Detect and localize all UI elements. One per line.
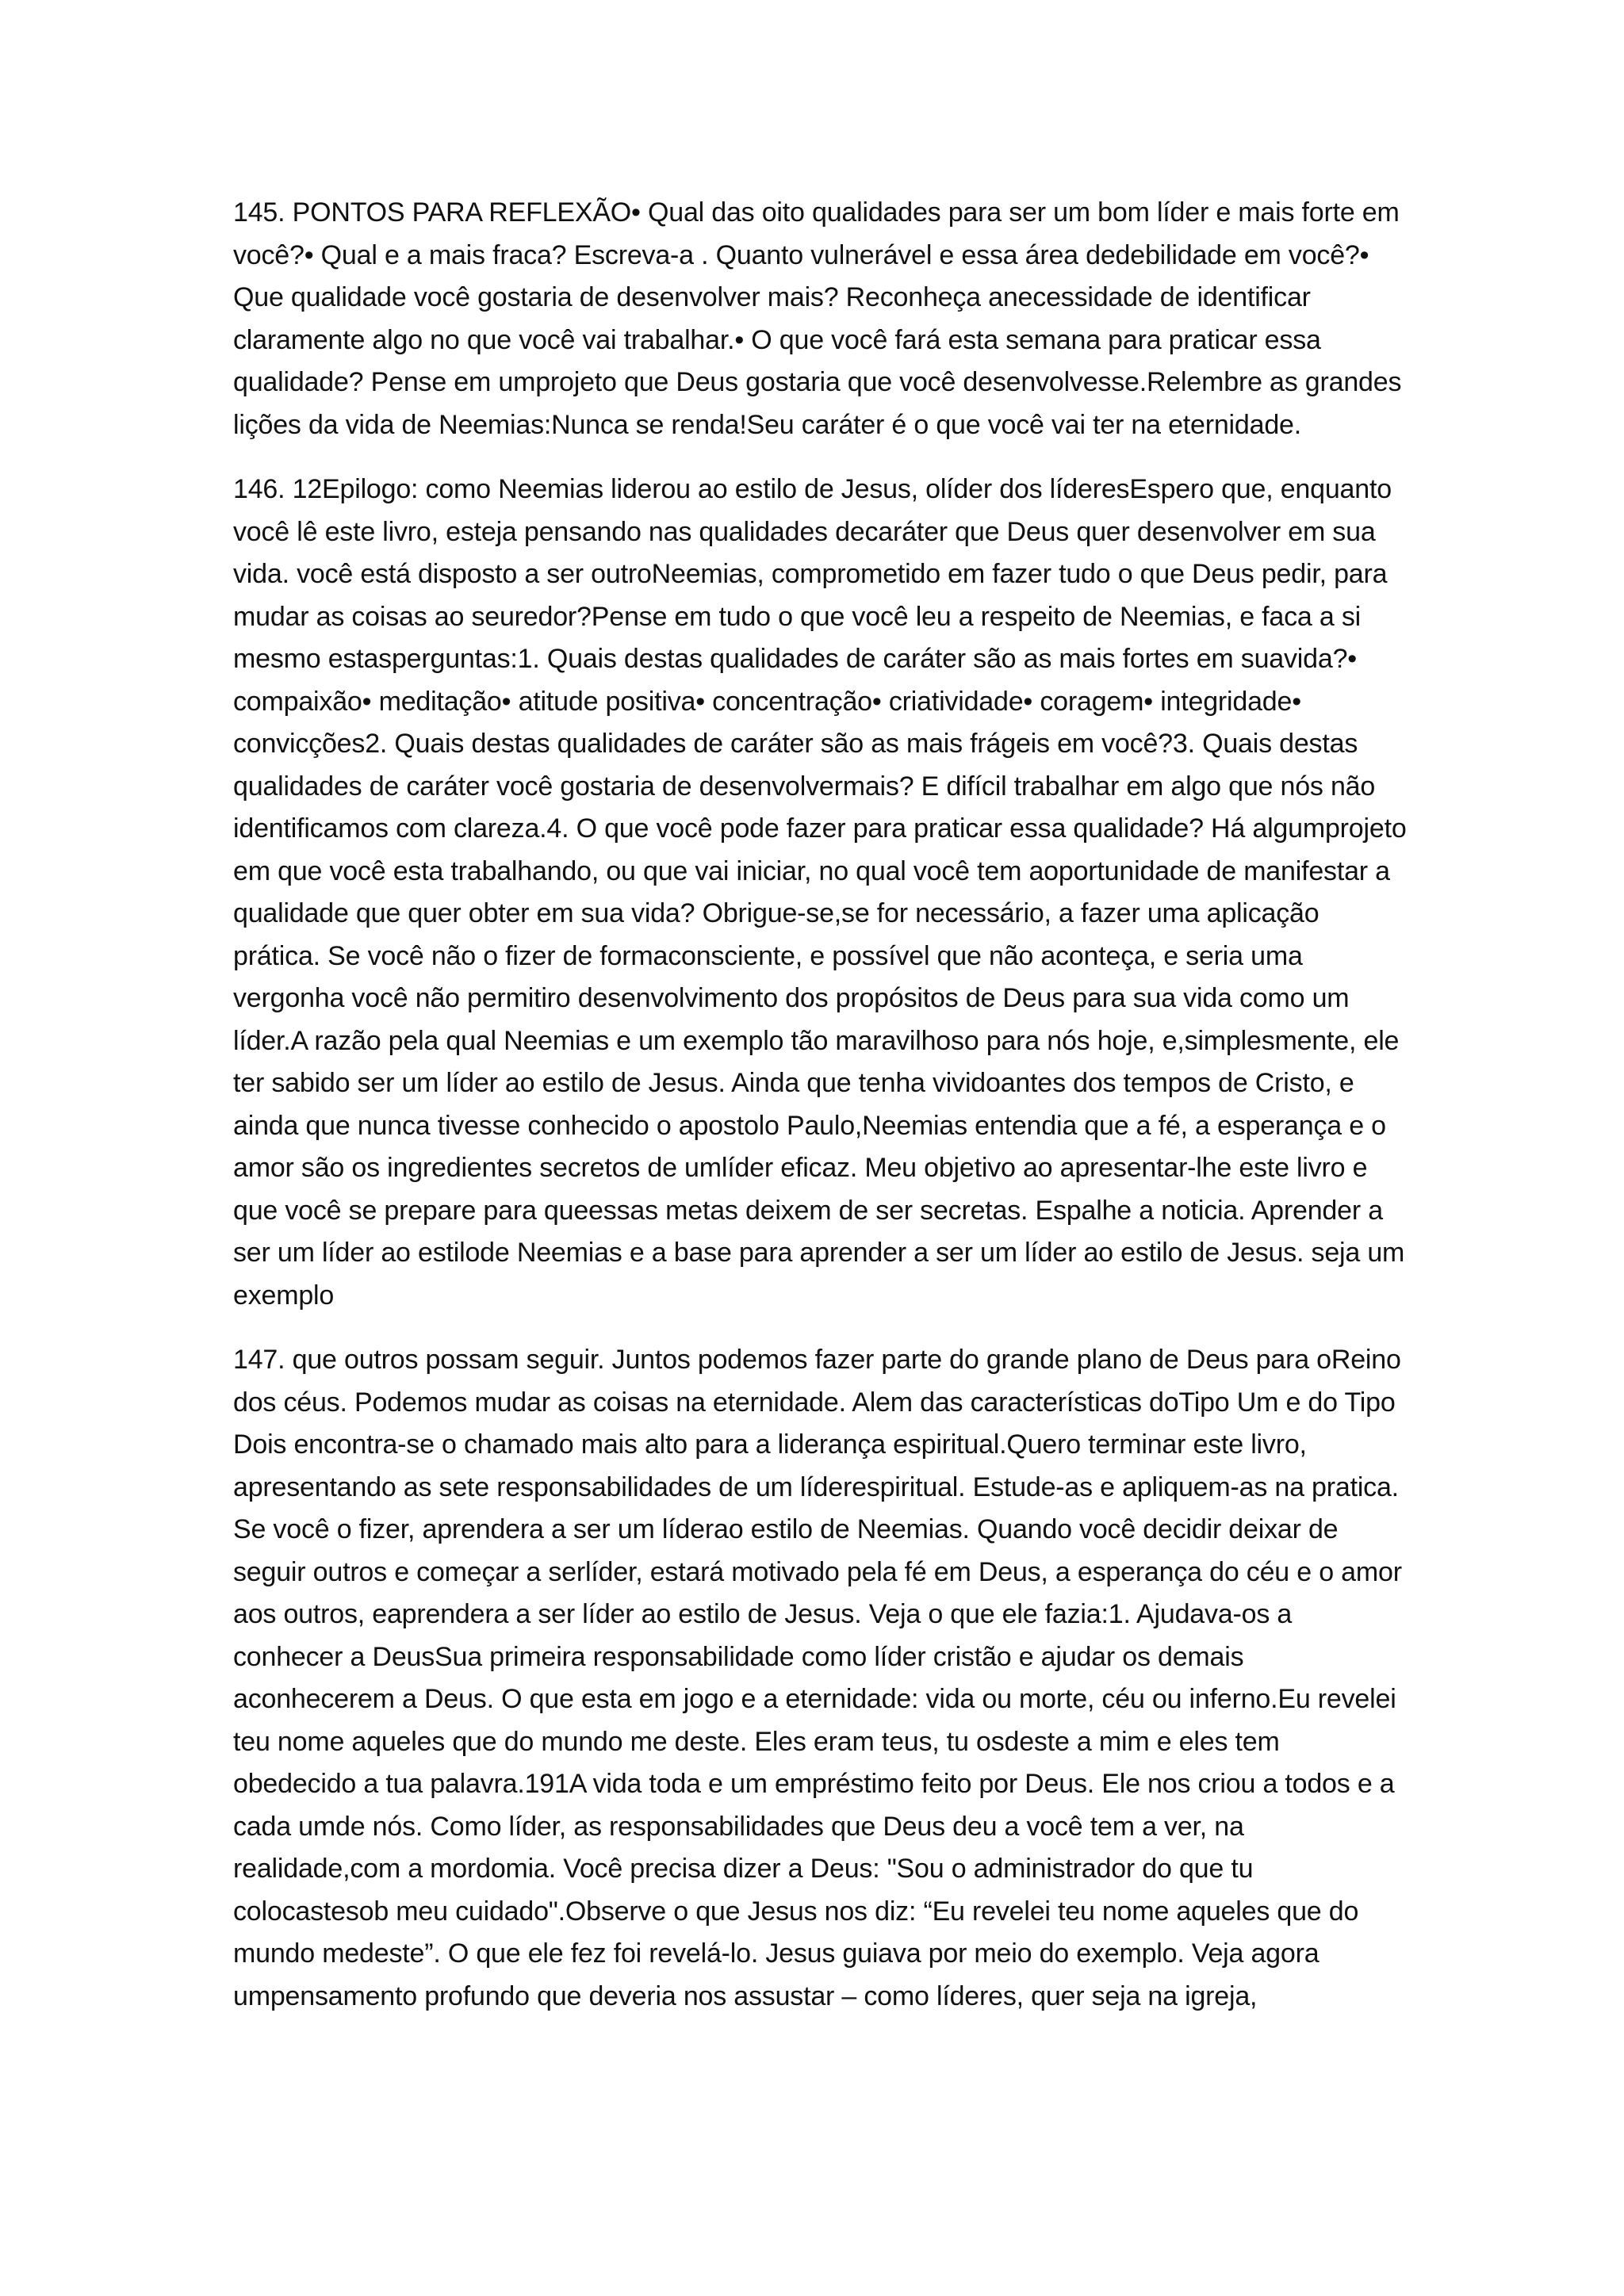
paragraph-147: 147. que outros possam seguir. Juntos podemos fazer parte do grande plano de Deus para oReino dos céus. Podemos mudar as coisas na eternidade. Alem das características doTipo Um e do Tipo Dois encontra-se o chamado mais alto para a liderança espiritual.Quero terminar este livro, apresentando as sete responsabilidades de um líderespiritual. Estude-as e apliquem-as na pratica. Se você o fizer, aprendera a ser um líderao estilo de Neemias. Quando você decidir deixar de seguir outros e começar a serlíder, estará motivado pela fé em Deus, a esperança do céu e o amor aos outros, eaprendera a ser líder ao estilo de Jesus. Veja o que ele fazia:1. Ajudava-os a conhecer a DeusSua primeira responsabilidade como líder cristão e ajudar os demais aconhecerem a Deus. O que esta em jogo e a eternidade: vida ou morte, céu ou inferno.Eu revelei teu nome aqueles que do mundo me deste. Eles eram teus, tu osdeste a mim e eles tem obedecido a tua palavra.191A vida toda e um empréstimo feito por Deus. Ele nos criou a todos e a cada umde nós. Como líder, as responsabilidades que Deus deu a você tem a ver, na realidade,com a mordomia. Você precisa dizer a Deus: "Sou o administrador do que tu colocastesob meu cuidado".Observe o que Jesus nos diz: “Eu revelei teu nome aqueles que do mundo medeste”. O que ele fez foi revelá-lo. Jesus guiava por meio do exemplo. Veja agora umpensamento profundo que deveria nos assustar – como líderes, quer seja na igreja, [233, 1345, 1402, 2011]
paragraph-146: 146. 12Epilogo: como Neemias liderou ao estilo de Jesus, olíder dos líderesEspero que, enquanto você lê este livro, esteja pensando nas qualidades decaráter que Deus quer desenvolver em sua vida. você está disposto a ser outroNeemias, comprometido em fazer tudo o que Deus pedir, para mudar as coisas ao seuredor?Pense em tudo o que você leu a respeito de Neemias, e faca a si mesmo estasperguntas:1. Quais destas qualidades de caráter são as mais fortes em suavida?• compaixão• meditação• atitude positiva• concentração• criatividade• coragem• integridade• convicções2. Quais destas qualidades de caráter são as mais frágeis em você?3. Quais destas qualidades de caráter você gostaria de desenvolvermais? E difícil trabalhar em algo que nós não identificamos com clareza.4. O que você pode fazer para praticar essa qualidade? Há algumprojeto em que você esta trabalhando, ou que vai iniciar, no qual você tem aoportunidade de manifestar a qualidade que quer obter em sua vida? Obrigue-se,se for necessário, a fazer uma aplicação prática. Se você não o fizer de formaconsciente, e possível que não aconteça, e seria uma vergonha você não permitiro desenvolvimento dos propósitos de Deus para sua vida como um líder.A razão pela qual Neemias e um exemplo tão maravilhoso para nós hoje, e,simplesmente, ele ter sabido ser um líder ao estilo de Jesus. Ainda que tenha vividoantes dos tempos de Cristo, e ainda que nunca tivesse conhecido o apostolo Paulo,Neemias entendia que a fé, a esperança e o amor são os ingredientes secretos de umlíder eficaz. Meu objetivo ao apresentar-lhe este livro e que você se prepare para queessas metas deixem de ser secretas. Espalhe a noticia. Aprender a ser um líder ao estilode Neemias e a base para aprender a ser um líder ao estilo de Jesus. seja um exemplo [233, 474, 1407, 1311]
paragraph-145: 145. PONTOS PARA REFLEXÃO• Qual das oito qualidades para ser um bom líder e mais forte em você?• Qual e a mais fraca? Escreva-a . Quanto vulnerável e essa área dedebilidade em você?• Que qualidade você gostaria de desenvolver mais? Reconheça anecessidade de identificar claramente algo no que você vai trabalhar.• O que você fará esta semana para praticar essa qualidade? Pense em umprojeto que Deus gostaria que você desenvolvesse.Relembre as grandes lições da vida de Neemias:Nunca se renda!Seu caráter é o que você vai ter na eternidade. [233, 197, 1402, 440]
document-body [233, 192, 1407, 2040]
